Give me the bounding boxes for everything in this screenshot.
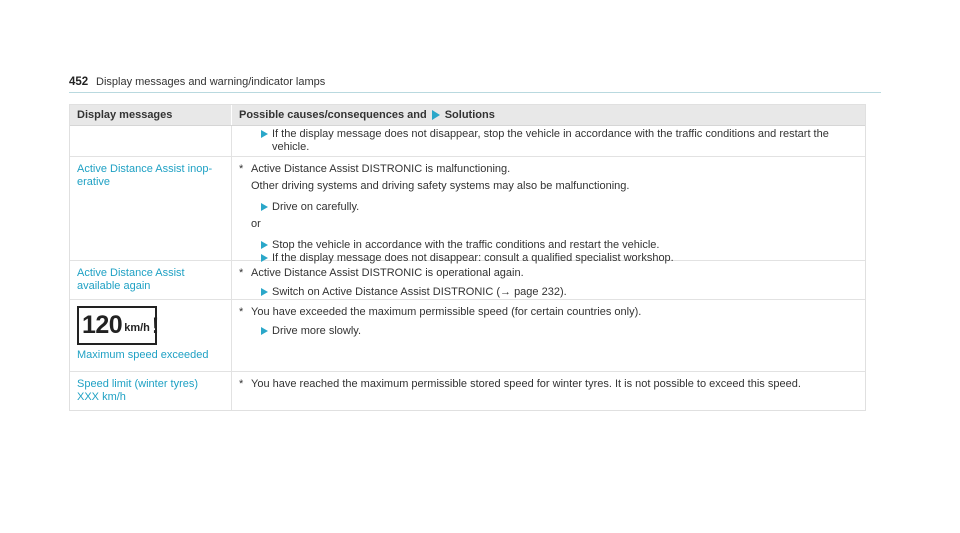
- action-arrow-icon: [261, 203, 268, 211]
- message-text: Speed limit (winter tyres): [77, 378, 199, 390]
- message-text: XXX km/h: [77, 390, 126, 403]
- solution-cell: [232, 126, 865, 156]
- page-number: 452: [69, 76, 89, 88]
- table-header: [70, 105, 865, 126]
- action-step: If the display message does not disappear, stop the vehicle in accordance with the traffic conditions and restart the vehicle.: [239, 128, 858, 154]
- cause-bullet: * Active Distance Assist DISTRONIC is operational again.: [239, 267, 524, 279]
- message-cell: [70, 300, 232, 371]
- action-step: If the display message does not disappear: consult a qualified specialist workshop.: [239, 252, 858, 265]
- page-title: Display messages and warning/indicator lamps: [96, 76, 326, 88]
- messages-table: [69, 104, 866, 411]
- column-header-solutions-label: Solutions: [444, 108, 495, 121]
- table-row: [70, 157, 865, 264]
- message-cell: [70, 126, 232, 156]
- message-text: available again: [77, 279, 151, 292]
- cause-note: Other driving systems and driving safety systems may also be malfunctioning.: [251, 180, 630, 192]
- action-step: Drive more slowly.: [239, 325, 858, 338]
- table-row: [70, 372, 865, 410]
- message-cell: [70, 372, 232, 410]
- table-row: [70, 126, 865, 157]
- solution-arrow-icon: [432, 110, 440, 120]
- action-arrow-icon: [261, 241, 268, 249]
- action-arrow-icon: [261, 130, 268, 138]
- speed-limit-icon: [77, 306, 160, 345]
- action-step: Switch on Active Distance Assist DISTRONIC (→ page 232).: [239, 286, 858, 299]
- table-row: [70, 261, 865, 300]
- column-header-causes-label: Possible causes/consequences and: [239, 108, 427, 121]
- message-text: Active Distance Assist: [77, 267, 185, 279]
- action-arrow-icon: [261, 288, 268, 296]
- action-arrow-icon: [261, 254, 268, 262]
- or-separator: or: [251, 218, 261, 230]
- message-text: Maximum speed exceeded: [77, 349, 209, 361]
- table-row: [70, 300, 865, 372]
- speed-limit-value: 120: [82, 311, 123, 339]
- solution-cell: [232, 261, 865, 299]
- action-step: Drive on carefully.: [239, 201, 858, 214]
- solution-cell: [232, 157, 865, 264]
- page-header: [69, 73, 881, 93]
- action-arrow-icon: [261, 327, 268, 335]
- cause-bullet: * Active Distance Assist DISTRONIC is malfunctioning.: [239, 163, 511, 175]
- cause-bullet: * You have exceeded the maximum permissible speed (for certain countries only).: [239, 306, 642, 318]
- solution-cell: [232, 300, 865, 371]
- solution-cell: [232, 372, 865, 410]
- message-cell: [70, 157, 232, 260]
- column-header-display-messages: Display messages: [70, 105, 232, 125]
- column-header-causes-solutions: [232, 105, 865, 125]
- cause-bullet: * You have reached the maximum permissible stored speed for winter tyres. It is not possible to exceed this speed.: [239, 378, 801, 390]
- message-text: erative: [77, 175, 111, 188]
- speed-limit-unit: km/h: [124, 322, 150, 334]
- message-text: Active Distance Assist inop-: [77, 163, 213, 175]
- message-cell: [70, 261, 232, 299]
- action-step: Stop the vehicle in accordance with the traffic conditions and restart the vehicle.: [239, 239, 858, 252]
- warning-exclamation-icon: !: [151, 312, 160, 338]
